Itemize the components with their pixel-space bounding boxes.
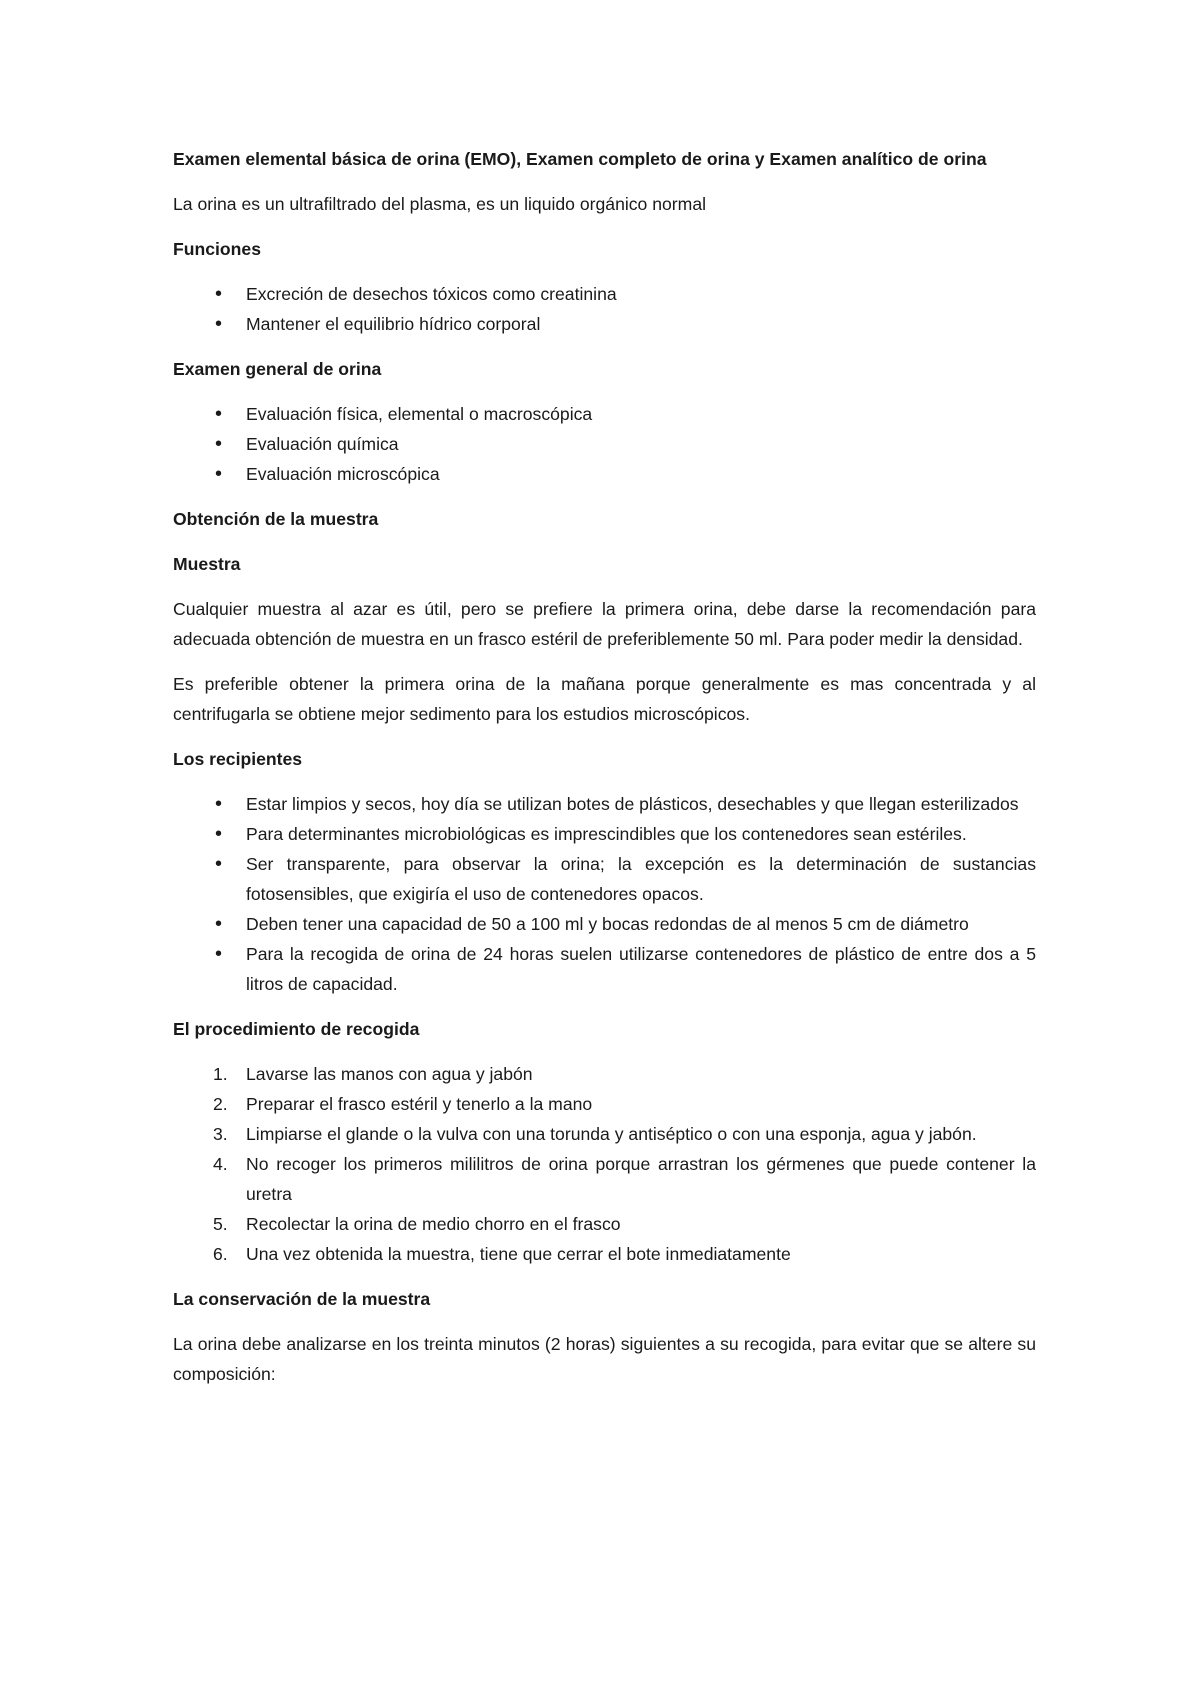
item-text: Limpiarse el glande o la vulva con una torunda y antiséptico o con una esponja, agua y jabón. bbox=[246, 1124, 977, 1144]
list-item: • Mantener el equilibrio hídrico corporal bbox=[173, 309, 1036, 339]
item-text: Recolectar la orina de medio chorro en el frasco bbox=[246, 1214, 621, 1234]
muestra-paragraph-2: Es preferible obtener la primera orina de la mañana porque generalmente es mas concentrada y al centrifugarla se obtiene mejor sedimento para los estudios microscópicos. bbox=[173, 674, 1036, 724]
list-item: • Para determinantes microbiológicas es imprescindibles que los contenedores sean estériles. bbox=[173, 819, 1036, 849]
numbered-item bbox=[173, 1119, 1036, 1149]
numbered-item bbox=[173, 1209, 1036, 1239]
list-item: • Para la recogida de orina de 24 horas suelen utilizarse contenedores de plástico de entre dos a 5 litros de capacidad. bbox=[173, 939, 1036, 999]
item-text: No recoger los primeros mililitros de orina porque arrastran los gérmenes que puede contener la uretra bbox=[246, 1154, 1036, 1204]
item-text: Una vez obtenida la muestra, tiene que cerrar el bote inmediatamente bbox=[246, 1244, 791, 1264]
examen-general-list bbox=[173, 399, 1036, 489]
list-item: • Ser transparente, para observar la orina; la excepción es la determinación de sustancias fotosensibles, que exigiría el uso de contenedores opacos. bbox=[173, 849, 1036, 909]
item-number: 4. bbox=[213, 1154, 228, 1174]
numbered-item bbox=[173, 1149, 1036, 1209]
numbered-item bbox=[173, 1089, 1036, 1119]
item-text: Lavarse las manos con agua y jabón bbox=[246, 1064, 533, 1084]
numbered-item bbox=[173, 1059, 1036, 1089]
item-number: 3. bbox=[213, 1124, 228, 1144]
heading-conservacion: La conservación de la muestra bbox=[173, 1289, 431, 1309]
list-item: • Evaluación física, elemental o macroscópica bbox=[173, 399, 1036, 429]
item-number: 1. bbox=[213, 1064, 228, 1084]
item-number: 2. bbox=[213, 1094, 228, 1114]
list-item: • Deben tener una capacidad de 50 a 100 ml y bocas redondas de al menos 5 cm de diámetro bbox=[173, 909, 1036, 939]
item-text: Preparar el frasco estéril y tenerlo a la mano bbox=[246, 1094, 593, 1114]
heading-funciones: Funciones bbox=[173, 239, 261, 259]
numbered-item bbox=[173, 1239, 1036, 1269]
heading-examen-general: Examen general de orina bbox=[173, 359, 382, 379]
list-item: • Excreción de desechos tóxicos como creatinina bbox=[173, 279, 1036, 309]
conservacion-paragraph: La orina debe analizarse en los treinta minutos (2 horas) siguientes a su recogida, para evitar que se altere su composición: bbox=[173, 1334, 1036, 1384]
heading-obtencion: Obtención de la muestra bbox=[173, 509, 379, 529]
funciones-list bbox=[173, 279, 1036, 339]
procedimiento-list bbox=[173, 1059, 1036, 1269]
heading-recipientes: Los recipientes bbox=[173, 749, 303, 769]
intro-paragraph: La orina es un ultrafiltrado del plasma, es un liquido orgánico normal bbox=[173, 194, 707, 214]
item-number: 6. bbox=[213, 1244, 228, 1264]
item-number: 5. bbox=[213, 1214, 228, 1234]
list-item: • Evaluación química bbox=[173, 429, 1036, 459]
muestra-paragraph-1: Cualquier muestra al azar es útil, pero se prefiere la primera orina, debe darse la recomendación para adecuada obtención de muestra en un frasco estéril de preferiblemente 50 ml. Para poder medir la densidad. bbox=[173, 599, 1036, 649]
list-item: • Evaluación microscópica bbox=[173, 459, 1036, 489]
document-title: Examen elemental básica de orina (EMO), Examen completo de orina y Examen analítico de orina bbox=[173, 149, 987, 169]
document-body bbox=[173, 144, 1036, 1404]
heading-muestra: Muestra bbox=[173, 554, 241, 574]
recipientes-list bbox=[173, 789, 1036, 999]
list-item: • Estar limpios y secos, hoy día se utilizan botes de plásticos, desechables y que llegan esterilizados bbox=[173, 789, 1036, 819]
heading-procedimiento: El procedimiento de recogida bbox=[173, 1019, 420, 1039]
